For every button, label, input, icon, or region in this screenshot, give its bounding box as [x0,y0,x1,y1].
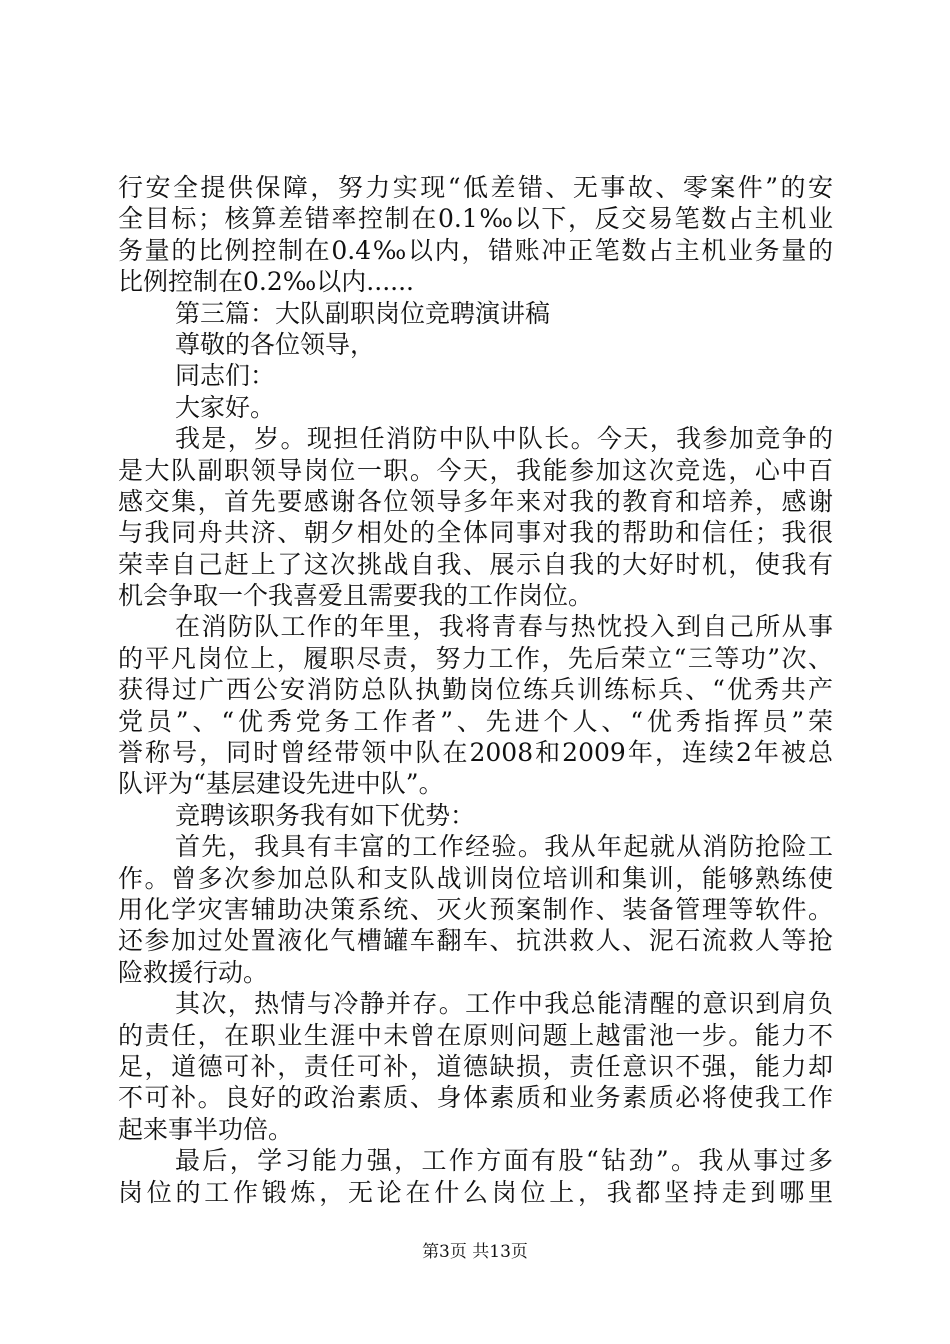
text-line: 首先，我具有丰富的工作经验。我从年起就从消防抢险工 [175,832,833,862]
text-line: 机会争取一个我喜爱且需要我的工作岗位。 [118,581,594,611]
page-number-footer: 第3页 共13页 [422,1242,528,1262]
document-body [118,172,833,1208]
greeting: 大家好。 [175,392,276,422]
text-line: 获得过广西公安消防总队执勤岗位练兵训练标兵、“优秀共产 [118,675,833,705]
text-line: 的平凡岗位上，履职尽责，努力工作，先后荣立“三等功”次、 [118,643,833,673]
text-line: 还参加过处置液化气槽罐车翻车、抗洪救人、泥石流救人等抢 [118,926,833,956]
text-line: 是大队副职领导岗位一职。今天，我能参加这次竞选，心中百 [118,455,833,485]
text-line: 岗位的工作锻炼，无论在什么岗位上，我都坚持走到哪里 [118,1177,833,1207]
text-line: 足，道德可补，责任可补，道德缺损，责任意识不强，能力却 [118,1051,833,1081]
salutation: 同志们： [175,361,276,391]
text-line: 全目标；核算差错率控制在0.1‰以下，反交易笔数占主机业 [118,204,833,234]
text-line: 用化学灾害辅助决策系统、灭火预案制作、装备管理等软件。 [118,894,833,924]
text-line: 誉称号，同时曾经带领中队在2008和2009年，连续2年被总 [118,738,833,768]
text-line: 最后，学习能力强，工作方面有股“钻劲”。我从事过多 [175,1146,833,1176]
text-line: 在消防队工作的年里，我将青春与热忱投入到自己所从事 [175,612,833,642]
text-line: 务量的比例控制在0.4‰以内，错账冲正笔数占主机业务量的 [118,235,833,265]
text-line: 比例控制在0.2‰以内...... [118,267,414,297]
text-line: 不可补。良好的政治素质、身体素质和业务素质必将使我工作 [118,1083,833,1113]
text-line: 荣幸自己赶上了这次挑战自我、展示自我的大好时机，使我有 [118,549,833,579]
text-line: 党员”、“优秀党务工作者”、先进个人、“优秀指挥员”荣 [118,706,833,736]
text-line: 我是，岁。现担任消防中队中队长。今天，我参加竞争的 [175,424,833,454]
text-line: 与我同舟共济、朝夕相处的全体同事对我的帮助和信任；我很 [118,518,833,548]
text-line: 队评为“基层建设先进中队”。 [118,769,444,799]
text-line: 的责任，在职业生涯中未曾在原则问题上越雷池一步。能力不 [118,1020,833,1050]
text-line: 竞聘该职务我有如下优势： [175,800,476,830]
text-line: 感交集，首先要感谢各位领导多年来对我的教育和培养，感谢 [118,486,833,516]
text-line: 作。曾多次参加总队和支队战训岗位培训和集训，能够熟练使 [118,863,833,893]
text-line: 行安全提供保障，努力实现“低差错、无事故、零案件”的安 [118,173,833,202]
section-heading: 第三篇：大队副职岗位竞聘演讲稿 [175,298,551,328]
text-line: 险救援行动。 [118,957,269,987]
salutation: 尊敬的各位领导， [175,329,376,359]
text-line: 其次，热情与冷静并存。工作中我总能清醒的意识到肩负 [175,989,833,1019]
text-line: 起来事半功倍。 [118,1114,294,1144]
